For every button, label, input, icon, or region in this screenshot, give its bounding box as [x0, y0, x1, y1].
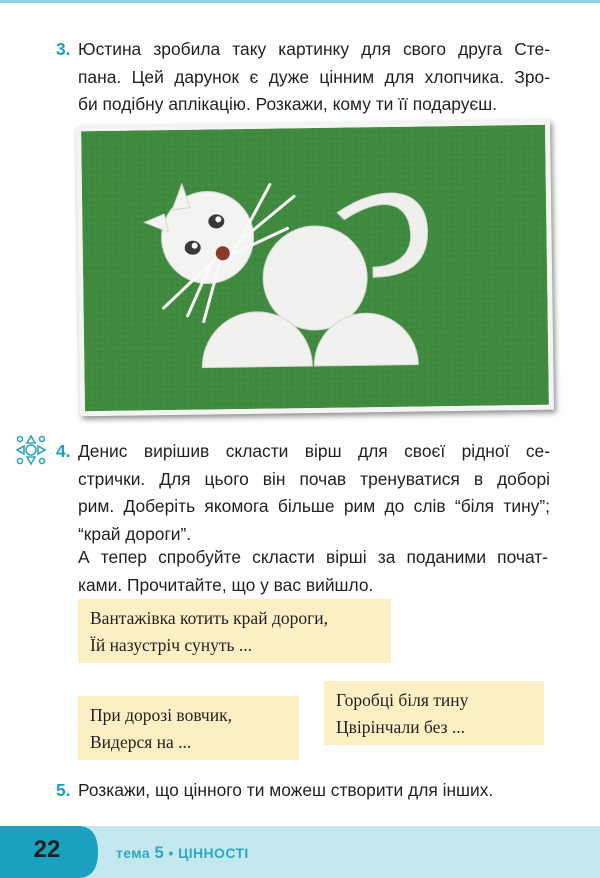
poem-line: Їй назустріч сунуть ...: [90, 635, 252, 655]
poem-card-3: [324, 681, 544, 745]
task-3-line: би подібну аплікацію. Розкажи, кому ти її подаруєш.: [78, 94, 498, 114]
poem-card-1: [78, 599, 391, 663]
group-work-icon: [14, 433, 48, 467]
task-3-number: 3.: [56, 39, 71, 59]
followup-line: А тепер спробуйте скласти вірші за поданими почат-: [78, 547, 548, 567]
task-4-line: “край дороги”.: [78, 523, 192, 544]
task-4-followup: [78, 544, 548, 599]
poem-line: Видерся на ...: [90, 732, 192, 752]
theme-word: тема: [116, 845, 151, 861]
poem-line: При дорозі вовчик,: [90, 705, 232, 725]
cat-applique-photo: [76, 120, 554, 417]
top-border: [0, 0, 600, 3]
poem-card-2: [78, 696, 299, 760]
task-5: [56, 777, 550, 805]
theme-title: ЦІННОСТІ: [178, 845, 249, 861]
theme-number: 5: [154, 843, 165, 862]
task-5-number: 5.: [56, 780, 71, 800]
page-number: 22: [33, 836, 61, 863]
task-3-line: Юстина зробила таку картинку для свого друга Сте-: [78, 39, 550, 59]
footer-theme-label: [116, 843, 249, 863]
task-5-line: Розкажи, що цінного ти можеш створити для інших.: [78, 780, 494, 800]
followup-line: ками. Прочитайте, що у вас вийшло.: [78, 574, 374, 595]
poem-line: Вантажівка котить край дороги,: [90, 608, 329, 628]
task-4-line: стрички. Для цього він почав тренуватися в доборі: [78, 468, 550, 489]
task-4: [56, 438, 550, 548]
cat-applique-image: [81, 125, 549, 411]
task-4-line: рим. Доберіть якомога більше рим до слів “біля тину”;: [78, 496, 550, 516]
task-4-line: Денис вирішив скласти вірш для своєї рідної се-: [78, 441, 550, 461]
theme-separator: •: [168, 845, 174, 861]
task-4-number: 4.: [56, 441, 71, 461]
task-3: [56, 36, 550, 119]
task-3-line: пана. Цей дарунок є дуже цінним для хлопчика. Зро-: [78, 66, 550, 87]
poem-line: Цвірінчали без ...: [336, 717, 466, 737]
poem-line: Горобці біля тину: [336, 690, 469, 710]
